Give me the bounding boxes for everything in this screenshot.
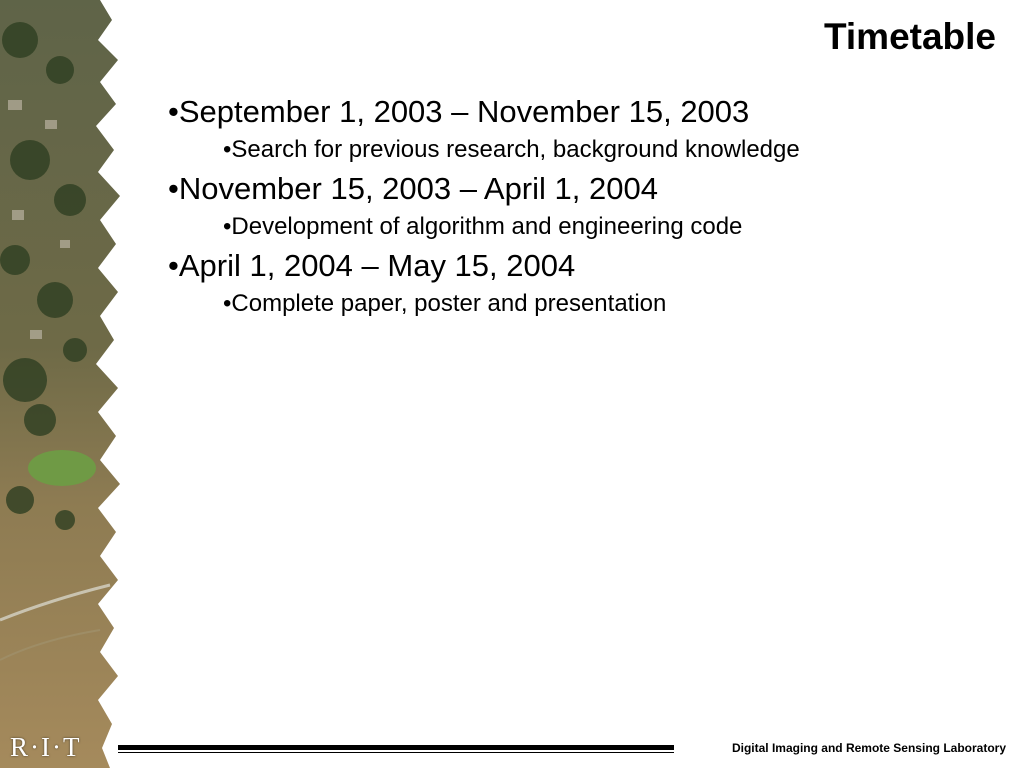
rit-logo: R·I·T xyxy=(10,732,82,762)
aerial-photo-image xyxy=(0,0,130,768)
footer-lab-name: Digital Imaging and Remote Sensing Laboratory xyxy=(731,741,1006,755)
aerial-photo-strip xyxy=(0,0,130,768)
timetable-detail-3: •Complete paper, poster and presentation xyxy=(223,290,667,317)
timetable-period-2: •November 15, 2003 – April 1, 2004 xyxy=(168,171,658,206)
footer-divider xyxy=(118,745,674,753)
timetable-list xyxy=(168,92,998,323)
timetable-detail-2: •Development of algorithm and engineering code xyxy=(223,213,743,240)
timetable-detail-1: •Search for previous research, background knowledge xyxy=(223,136,800,163)
timetable-period-3: •April 1, 2004 – May 15, 2004 xyxy=(168,248,576,283)
slide-title: Timetable xyxy=(823,16,996,57)
timetable-period-1: •September 1, 2003 – November 15, 2003 xyxy=(168,94,750,129)
